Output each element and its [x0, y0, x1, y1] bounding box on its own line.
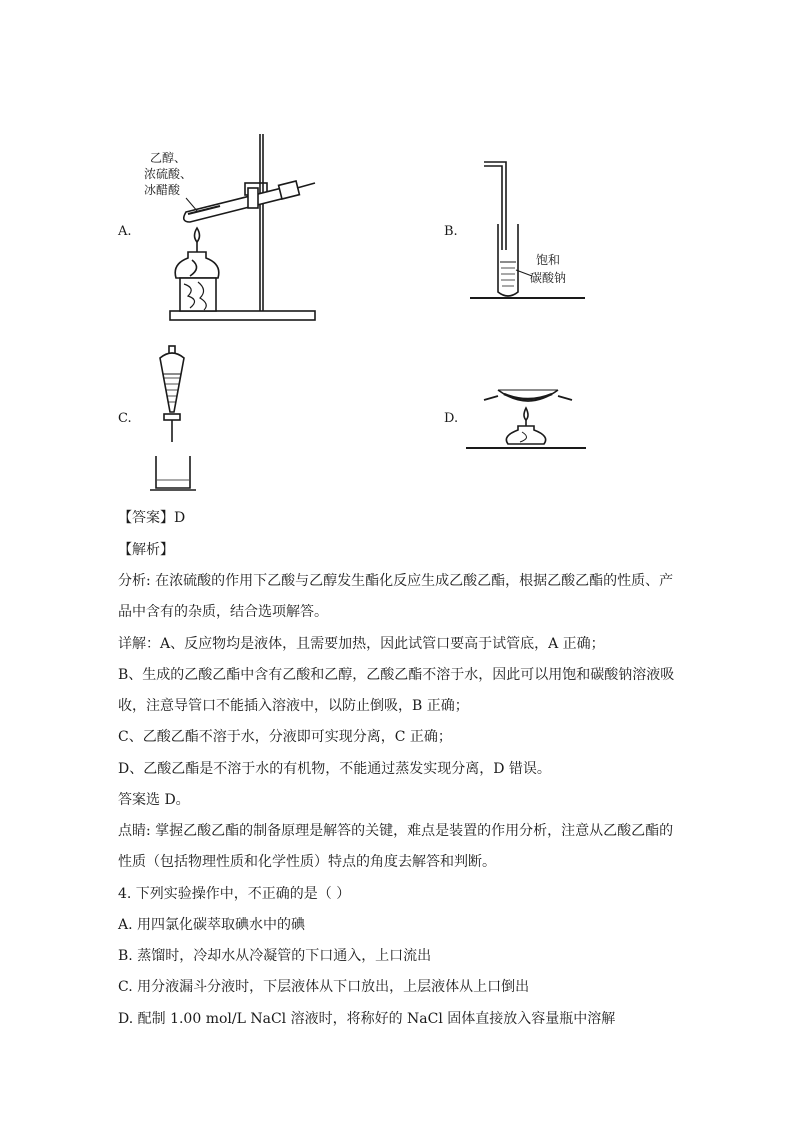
figure-b-label-2: 碳酸钠 [530, 271, 567, 285]
figure-a-label-1: 乙醇、 [150, 151, 187, 165]
option-b-label: B. [444, 224, 458, 239]
question-4-option-a: A. 用四氯化碳萃取碘水中的碘 [118, 917, 306, 933]
analysis-heading: 【解析】 [118, 542, 174, 558]
answer-line: 【答案】D [118, 510, 186, 526]
figure-a-heating-apparatus [140, 128, 330, 330]
figure-b-collection-tube [470, 158, 600, 304]
text-line-4: B、生成的乙酸乙酯中含有乙酸和乙醇，乙酸乙酯不溶于水，因此可以用饱和碳酸钠溶液吸 [118, 667, 675, 683]
text-line-9: 点睛: 掌握乙酸乙酯的制备原理是解答的关键，难点是装置的作用分析，注意从乙酸乙酯的 [118, 823, 674, 839]
figure-c-separating-funnel [150, 344, 198, 492]
figure-b-label-1: 饱和 [536, 253, 561, 267]
option-c-label: C. [118, 411, 132, 426]
option-a-label: A. [118, 224, 132, 239]
figure-d-evaporation-setup [464, 378, 592, 454]
question-4-option-b: B. 蒸馏时，冷却水从冷凝管的下口通入，上口流出 [118, 948, 432, 964]
question-4-option-d: D. 配制 1.00 mol/L NaCl 溶液时，将称好的 NaCl 固体直接放入容量瓶中溶解 [118, 1011, 616, 1027]
text-line-8: 答案选 D。 [118, 792, 190, 808]
text-line-1: 分析: 在浓硫酸的作用下乙酸与乙醇发生酯化反应生成乙酸乙酯，根据乙酸乙酯的性质、产 [118, 573, 674, 589]
question-4-stem: 4. 下列实验操作中，不正确的是（ ） [118, 886, 351, 902]
text-line-7: D、乙酸乙酯是不溶于水的有机物，不能通过蒸发实现分离，D 错误。 [118, 761, 551, 777]
question-4-option-c: C. 用分液漏斗分液时，下层液体从下口放出，上层液体从上口倒出 [118, 979, 530, 995]
figure-a-label-2: 浓硫酸、 [144, 167, 193, 181]
option-d-label: D. [444, 411, 459, 426]
text-line-10: 性质（包括物理性质和化学性质）特点的角度去解答和判断。 [118, 854, 496, 870]
text-line-2: 品中含有的杂质，结合选项解答。 [118, 604, 328, 620]
figure-a-label-3: 冰醋酸 [144, 183, 181, 197]
text-line-5: 收，注意导管口不能插入溶液中，以防止倒吸，B 正确； [118, 698, 469, 714]
text-line-6: C、乙酸乙酯不溶于水，分液即可实现分离，C 正确； [118, 729, 452, 745]
text-line-3: 详解：A、反应物均是液体，且需要加热，因此试管口要高于试管底，A 正确； [118, 636, 605, 652]
